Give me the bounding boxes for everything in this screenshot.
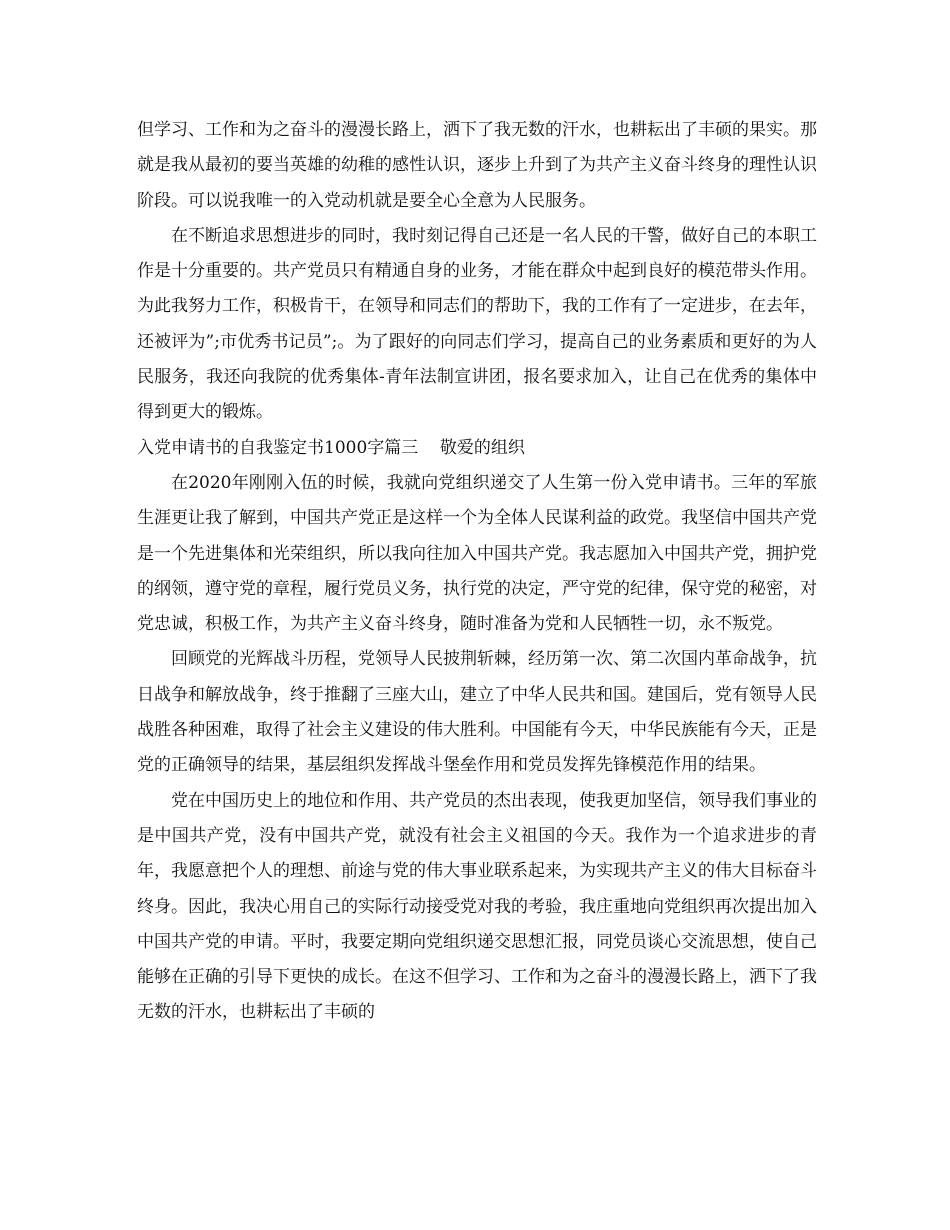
paragraph-3: 在2020年刚刚入伍的时候，我就向党组织递交了人生第一份入党申请书。三年的军旅生涯更让我了解到，中国共产党正是这样一个为全体人民谋利益的政党。我坚信中国共产党是一个先进集体和光荣组织，所以我向往加入中国共产党。我志愿加入中国共产党，拥护党的纲领，遵守党的章程，履行党员义务，执行党的决定，严守党的纪律，保守党的秘密，对党忠诚，积极工作，为共产主义奋斗终身，随时准备为党和人民牺牲一切，永不叛党。	[137, 472, 817, 635]
document-body	[137, 113, 817, 1031]
paragraph-4: 回顾党的光辉战斗历程，党领导人民披荆斩棘，经历第一次、第二次国内革命战争，抗日战争和解放战争，终于推翻了三座大山，建立了中华人民共和国。建国后，党有领导人民战胜各种困难，取得了社会主义建设的伟大胜利。中国能有今天，中华民族能有今天，正是党的正确领导的结果，基层组织发挥战斗堡垒作用和党员发挥先锋模范作用的结果。	[137, 649, 817, 776]
paragraph-2: 在不断追求思想进步的同时，我时刻记得自己还是一名人民的干警，做好自己的本职工作是十分重要的。共产党员只有精通自身的业务，才能在群众中起到良好的模范带头作用。为此我努力工作，积极肯干，在领导和同志们的帮助下，我的工作有了一定进步，在去年，还被评为”;市优秀书记员”;。为了跟好的向同志们学习，提高自己的业务素质和更好的为人民服务，我还向我院的优秀集体-青年法制宣讲团，报名要求加入，让自己在优秀的集体中得到更大的锻炼。	[137, 225, 817, 423]
paragraph-5: 党在中国历史上的地位和作用、共产党员的杰出表现，使我更加坚信，领导我们事业的是中国共产党，没有中国共产党，就没有社会主义祖国的今天。我作为一个追求进步的青年，我愿意把个人的理想、前途与党的伟大事业联系起来，为实现共产主义的伟大目标奋斗终身。因此，我决心用自己的实际行动接受党对我的考验，我庄重地向党组织再次提出加入中国共产党的申请。平时，我要定期向党组织递交思想汇报，同党员谈心交流思想，使自己能够在正确的引导下更快的成长。在这不但学习、工作和为之奋斗的漫漫长路上，洒下了我无数的汗水，也耕耘出了丰硕的	[137, 790, 817, 1023]
section-heading: 入党申请书的自我鉴定书1000字篇三 敬爱的组织	[137, 437, 525, 458]
paragraph-1: 但学习、工作和为之奋斗的漫漫长路上，洒下了我无数的汗水，也耕耘出了丰硕的果实。那就是我从最初的要当英雄的幼稚的感性认识，逐步上升到了为共产主义奋斗终身的理性认识阶段。可以说我唯一的入党动机就是要全心全意为人民服务。	[137, 120, 817, 211]
